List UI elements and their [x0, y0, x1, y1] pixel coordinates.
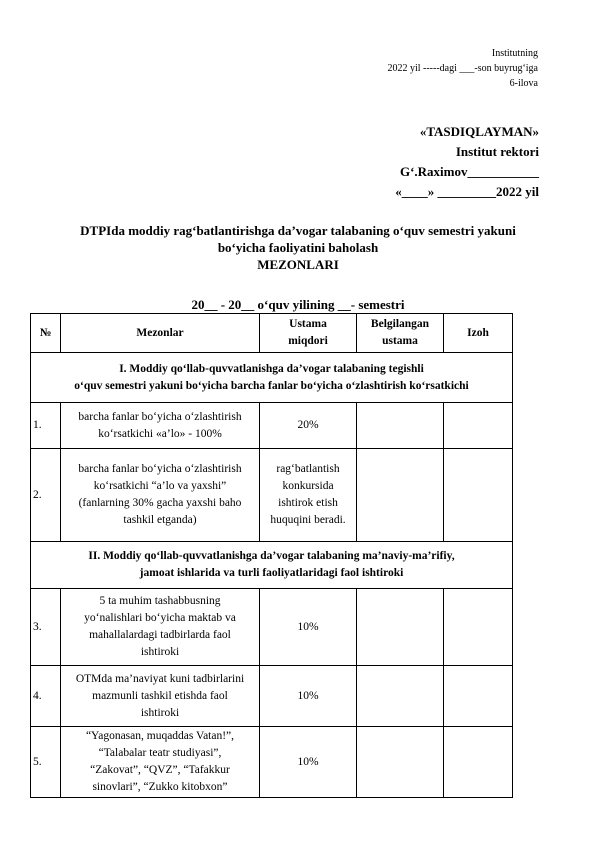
criteria-line: sinovlari”, “Zukko kitobxon” — [92, 781, 228, 793]
header-set-amount — [357, 314, 444, 353]
row-note — [444, 589, 513, 666]
row-amount — [260, 666, 357, 727]
row-amount — [260, 589, 357, 666]
header-criteria: Mezonlar — [61, 314, 260, 353]
approval-date: «____» _________2022 yil — [395, 184, 539, 199]
section-heading-1 — [31, 353, 513, 403]
approval-block — [279, 122, 539, 202]
header-note: Izoh — [444, 314, 513, 353]
criteria-line: mazmunli tashkil etishda faol — [92, 689, 228, 702]
row-amount — [260, 727, 357, 798]
header-set-line1: Belgilangan — [370, 318, 430, 330]
table-row — [31, 589, 513, 666]
row-criteria — [61, 403, 260, 449]
row-num: 5. — [31, 727, 61, 798]
table-header-row — [31, 314, 513, 353]
row-set-amount — [357, 666, 444, 727]
criteria-line: ishtiroki — [140, 706, 180, 719]
criteria-line: (fanlarning 30% gacha yaxshi baho — [78, 497, 242, 509]
criteria-table — [30, 313, 513, 798]
section-row-1 — [31, 353, 513, 403]
criteria-line: “Yagonasan, muqaddas Vatan!”, — [85, 730, 235, 742]
table-row — [31, 403, 513, 449]
approval-signatory: G‘.Raximov___________ — [399, 164, 539, 179]
row-set-amount — [357, 727, 444, 798]
row-criteria — [61, 727, 260, 798]
row-num: 3. — [31, 589, 61, 666]
amount-line: konkursida — [282, 480, 334, 492]
criteria-line: “Zakovat”, “QVZ”, “Tafakkur — [90, 764, 230, 776]
table-row — [31, 727, 513, 798]
amount-line: 10% — [297, 689, 319, 702]
criteria-line: barcha fanlar bo‘yicha o‘zlashtirish — [78, 410, 242, 423]
semester-line: 20__ - 20__ o‘quv yilining __- semestri — [191, 297, 405, 312]
row-criteria — [61, 589, 260, 666]
row-criteria — [61, 666, 260, 727]
title-line-3: MEZONLARI — [257, 257, 339, 272]
row-note — [444, 403, 513, 449]
header-num: № — [31, 314, 61, 353]
criteria-line: ko‘rsatkichi “a’lo va yaxshi” — [93, 480, 227, 492]
table-row — [31, 666, 513, 727]
header-amount-line1: Ustama — [289, 318, 327, 330]
section2-line2: jamoat ishlarida va turli faoliyatlaridagi faol ishtiroki — [139, 567, 404, 579]
section1-line2: o‘quv semestri yakuni bo‘yicha barcha fanlar bo‘yicha o‘zlashtirish ko‘rsatkichi — [74, 379, 469, 392]
amount-line: 10% — [297, 620, 319, 633]
row-amount — [260, 403, 357, 449]
criteria-line: OTMda ma’naviyat kuni tadbirlarini — [75, 672, 245, 685]
criteria-line: mahallalardagi tadbirlarda faol — [89, 629, 231, 641]
row-note — [444, 666, 513, 727]
criteria-line: 5 ta muhim tashabbusning — [99, 595, 221, 607]
amount-line: huquqini beradi. — [270, 514, 346, 526]
approval-heading: «TASDIQLAYMAN» — [419, 124, 539, 139]
row-set-amount — [357, 589, 444, 666]
header-amount — [260, 314, 357, 353]
note-line-institute: Institutning — [491, 48, 538, 59]
appendix-note — [218, 46, 538, 91]
row-note — [444, 449, 513, 542]
row-criteria — [61, 449, 260, 542]
row-note — [444, 727, 513, 798]
header-set-line2: ustama — [382, 335, 418, 347]
amount-line: rag‘batlantish — [276, 463, 340, 475]
row-num: 2. — [31, 449, 61, 542]
note-line-appendix: 6-ilova — [509, 78, 538, 89]
table-row — [31, 449, 513, 542]
criteria-line: ko‘rsatkichi «a’lo» - 100% — [98, 427, 222, 440]
section-heading-2 — [31, 542, 513, 589]
row-num: 1. — [31, 403, 61, 449]
amount-line: 20% — [297, 419, 319, 431]
row-set-amount — [357, 449, 444, 542]
header-amount-line2: miqdori — [288, 335, 328, 347]
criteria-line: ishtiroki — [140, 646, 180, 658]
section1-line1: I. Moddiy qo‘llab-quvvatlanishga da’vogar talabaning tegishli — [119, 362, 424, 375]
approval-position: Institut rektori — [455, 144, 539, 159]
note-line-order: 2022 yil -----dagi ___-son buyrug‘iga — [387, 63, 538, 74]
row-num: 4. — [31, 666, 61, 727]
row-set-amount — [357, 403, 444, 449]
document-title — [40, 222, 556, 273]
criteria-line: tashkil etganda) — [123, 514, 197, 526]
title-line-2: bo‘yicha faoliyatini baholash — [217, 240, 379, 255]
criteria-line: yo‘nalishlari bo‘yicha maktab va — [84, 612, 236, 624]
criteria-line: barcha fanlar bo‘yicha o‘zlashtirish — [78, 463, 242, 475]
row-amount — [260, 449, 357, 542]
section2-line1: II. Moddiy qo‘llab-quvvatlanishga da’vogar talabaning ma’naviy-ma’rifiy, — [88, 550, 455, 562]
amount-line: ishtirok etish — [278, 497, 338, 509]
title-line-1: DTPIda moddiy rag‘batlantirishga da’vogar talabaning o‘quv semestri yakuni — [80, 223, 516, 238]
criteria-line: “Talabalar teatr studiyasi”, — [98, 747, 222, 759]
amount-line: 10% — [297, 755, 319, 768]
section-row-2 — [31, 542, 513, 589]
